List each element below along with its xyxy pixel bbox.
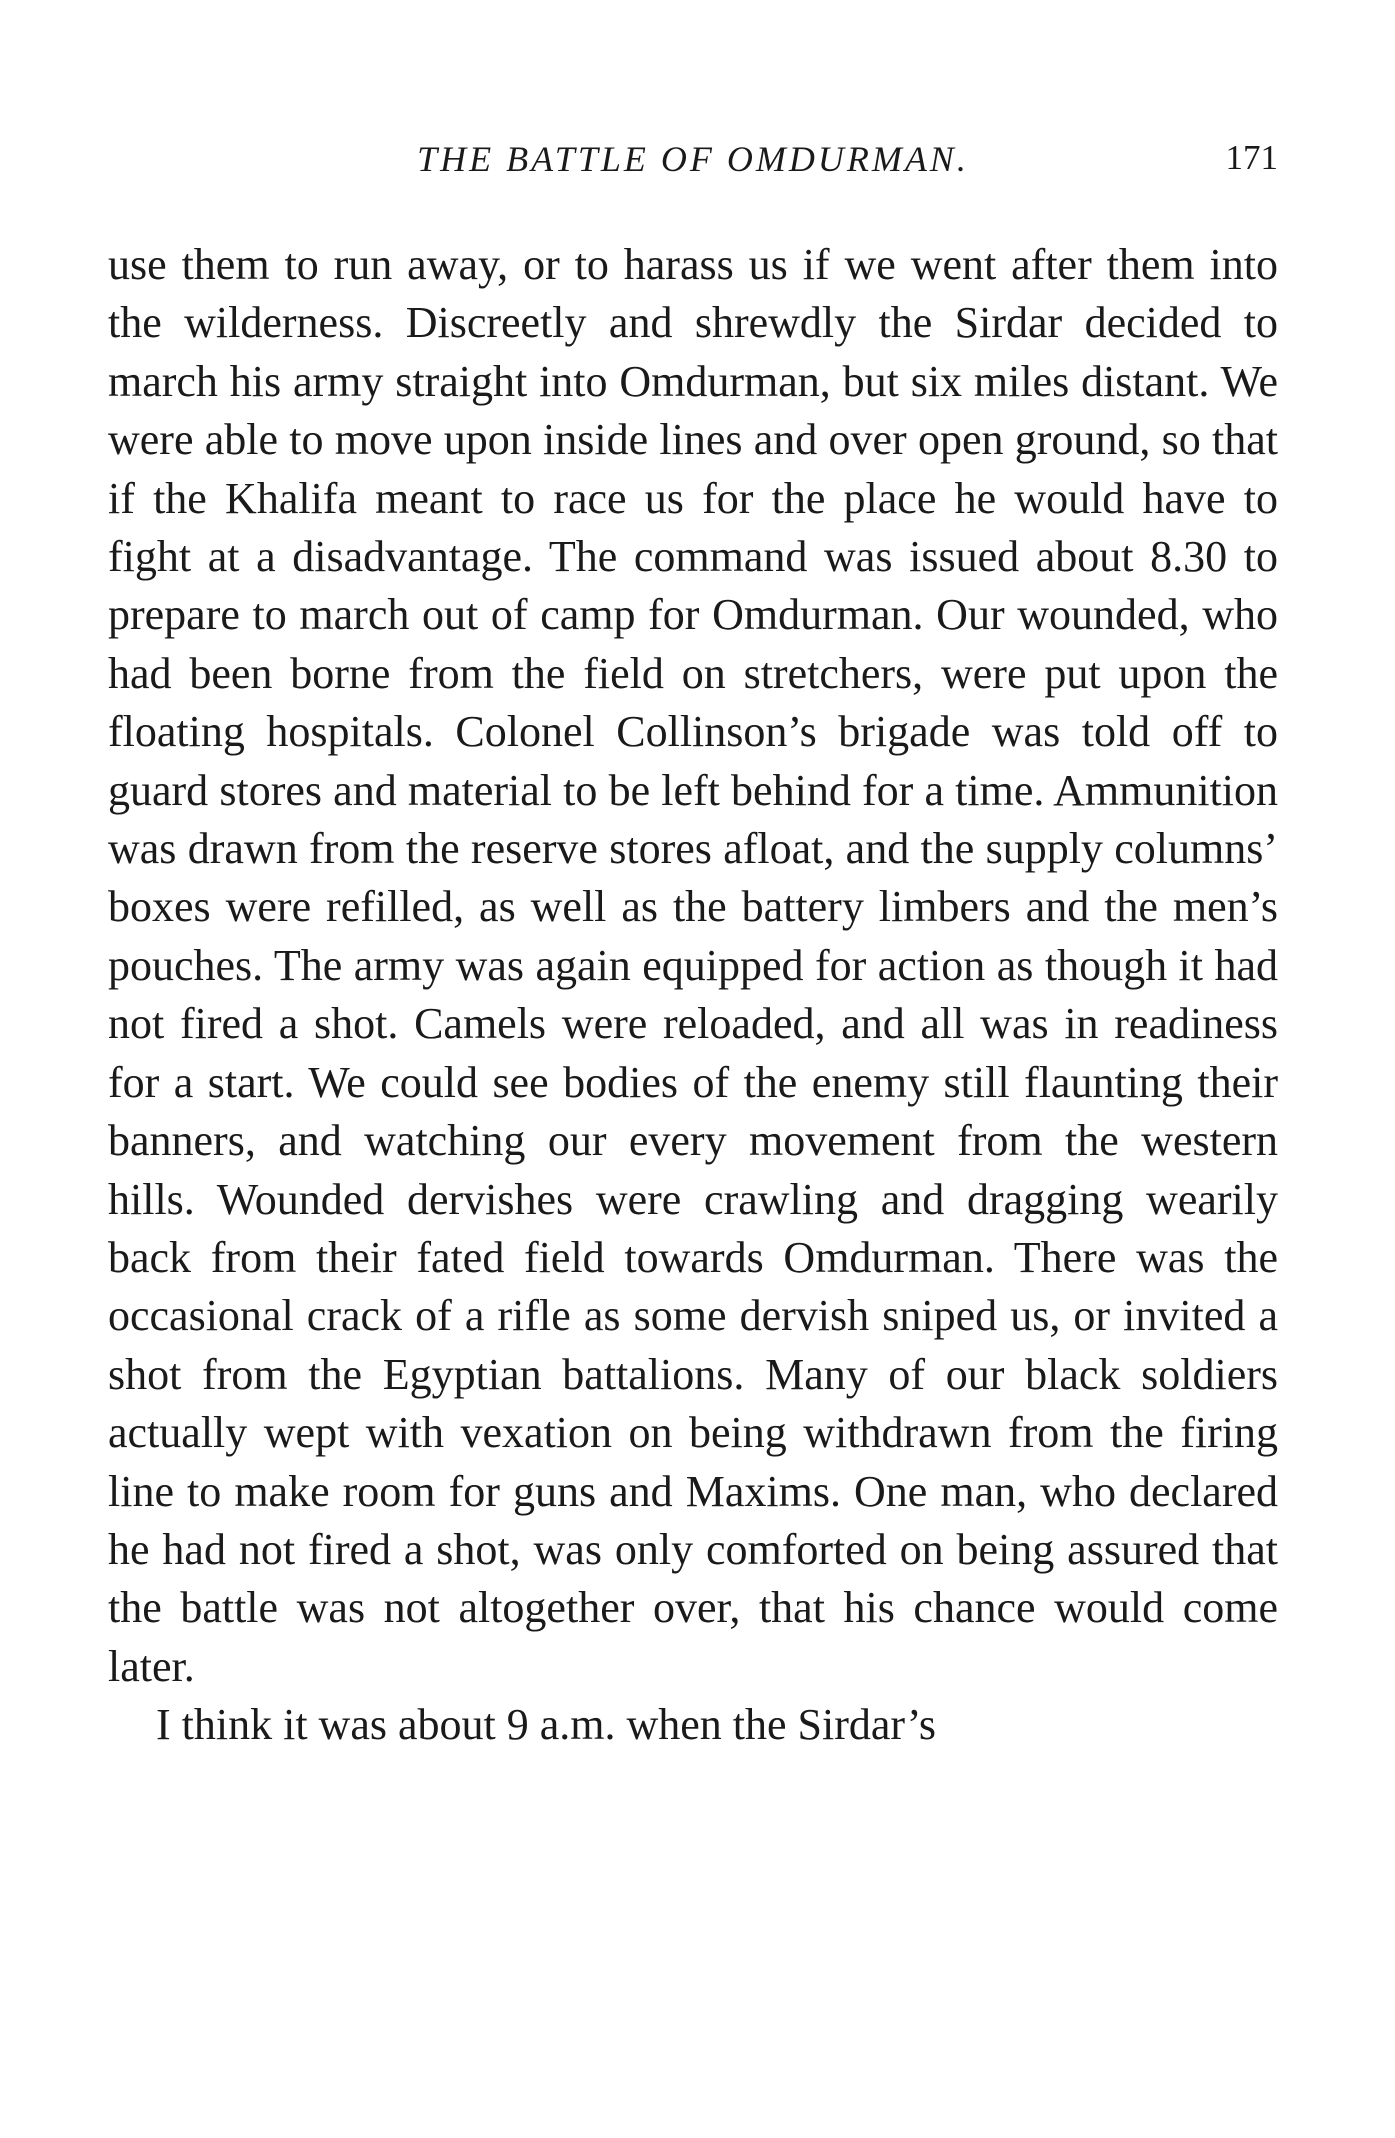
paragraph-2: I think it was about 9 a.m. when the Sirdar’s — [156, 1700, 937, 1750]
page-header — [108, 138, 1278, 194]
page-number: 171 — [1225, 138, 1278, 177]
body-text — [108, 236, 1278, 1755]
running-title: THE BATTLE OF OMDURMAN. — [417, 139, 969, 179]
paragraph-1: use them to run away, or to harass us if we went after them into the wilderness. Discreetly and shrewdly the Sirdar decided to march his army straight into Omdurman, but six miles distant. We were able to move upon inside lines and over open ground, so that if the Khalifa meant to race us for the place he would have to fight at a disadvantage. The command was issued about 8.30 to prepare to march out of camp for Omdurman. Our wounded, who had been borne from the field on stretchers, were put upon the floating hospitals. Colonel Collinson’s brigade was told off to guard stores and material to be left behind for a time. Ammunition was drawn from the reserve stores afloat, and the supply columns’ boxes were refilled, as well as the battery limbers and the men’s pouches. The army was again equipped for action as though it had not fired a shot. Camels were reloaded, and all was in readiness for a start. We could see bodies of the enemy still flaunting their banners, and watching our every movement from the western hills. Wounded dervishes were crawling and dragging wearily back from their fated field towards Omdurman. There was the occasional crack of a rifle as some dervish sniped us, or invited a shot from the Egyptian battalions. Many of our black soldiers actually wept with vexation on being withdrawn from the firing line to make room for guns and Maxims. One man, who declared he had not fired a shot, was only comforted on being assured that the battle was not altogether over, that his chance would come later. — [108, 240, 1278, 1691]
